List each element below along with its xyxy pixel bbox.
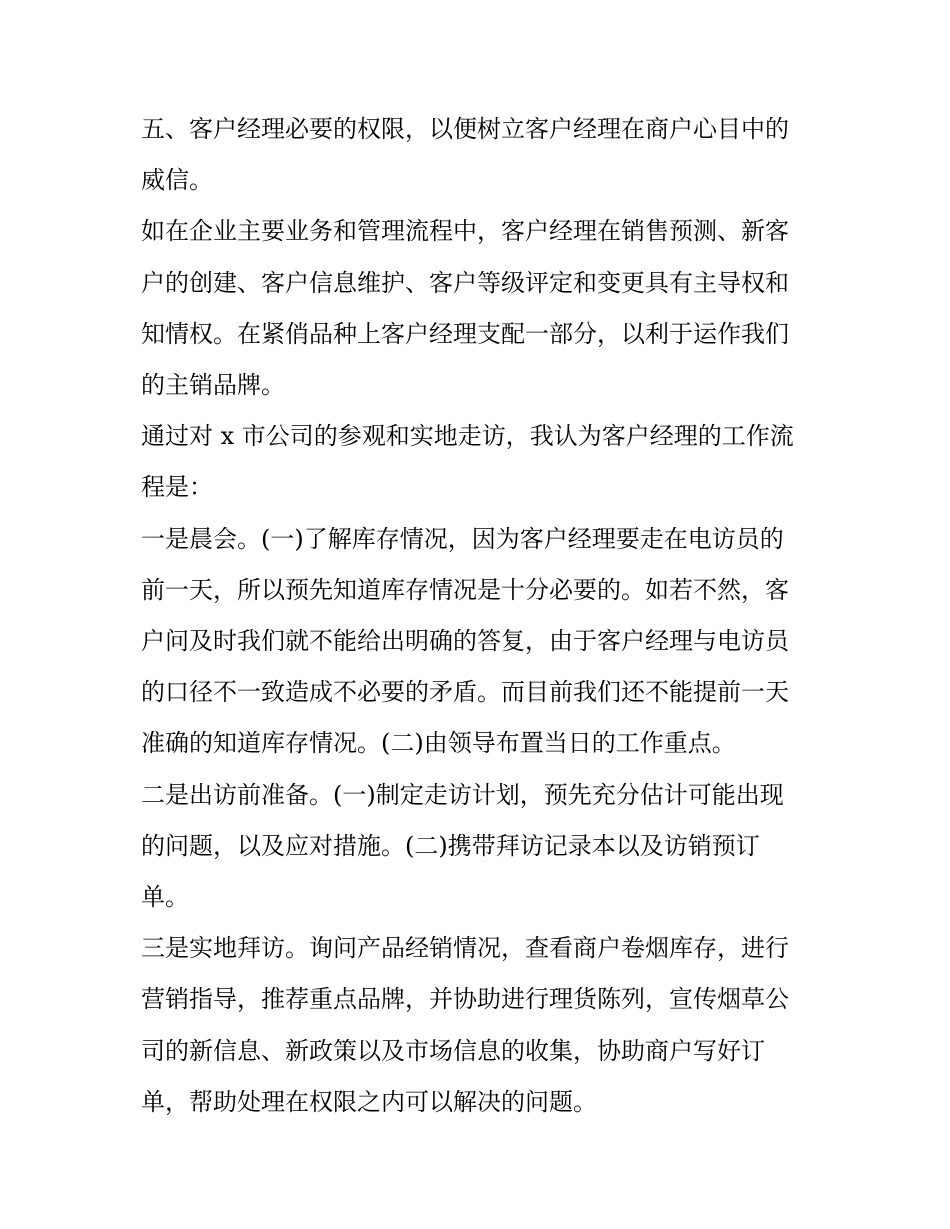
text-line: 知情权。在紧俏品种上客户经理支配一部分，以利于运作我们 xyxy=(141,319,789,348)
text-line: 户问及时我们就不能给出明确的答复，由于客户经理与电访员 xyxy=(141,627,789,656)
text-line: 如在企业主要业务和管理流程中，客户经理在销售预测、新客 xyxy=(141,217,789,246)
paragraph-morning-meeting xyxy=(141,514,831,770)
text-line: 前一天，所以预先知道库存情况是十分必要的。如若不然，客 xyxy=(141,575,789,604)
document-body xyxy=(141,104,831,1128)
text-line: 五、客户经理必要的权限，以便树立客户经理在商户心目中的 xyxy=(141,115,789,143)
text-line: 司的新信息、新政策以及市场信息的收集，协助商户写好订 xyxy=(141,1036,765,1065)
text-line: 的问题，以及应对措施。(二)携带拜访记录本以及访销预订 xyxy=(141,831,760,860)
text-line: 的主销品牌。 xyxy=(141,371,285,400)
text-line: 一是晨会。(一)了解库存情况，因为客户经理要走在电访员的 xyxy=(141,524,784,553)
text-line: 的口径不一致造成不必要的矛盾。而目前我们还不能提前一天 xyxy=(141,678,789,707)
text-line: 单。 xyxy=(141,883,189,912)
text-line: 营销指导，推荐重点品牌，并协助进行理货陈列，宣传烟草公 xyxy=(141,985,789,1014)
text-line: 准确的知道库存情况。(二)由领导布置当日的工作重点。 xyxy=(141,729,736,758)
text-line: 程是： xyxy=(141,473,213,502)
text-line: 户的创建、客户信息维护、客户等级评定和变更具有主导权和 xyxy=(141,268,789,297)
text-line: 二是出访前准备。(一)制定走访计划，预先充分估计可能出现 xyxy=(141,780,784,809)
paragraph-authority xyxy=(141,104,831,206)
paragraph-field-visit xyxy=(141,923,831,1128)
paragraph-workflow-intro xyxy=(141,411,831,513)
paragraph-process-rights xyxy=(141,206,831,411)
paragraph-visit-preparation xyxy=(141,770,831,924)
text-line: 通过对 x 市公司的参观和实地走访，我认为客户经理的工作流 xyxy=(141,422,794,451)
text-line: 单，帮助处理在权限之内可以解决的问题。 xyxy=(141,1087,597,1116)
text-line: 威信。 xyxy=(141,166,213,195)
text-line: 三是实地拜访。询问产品经销情况，查看商户卷烟库存，进行 xyxy=(141,934,789,963)
